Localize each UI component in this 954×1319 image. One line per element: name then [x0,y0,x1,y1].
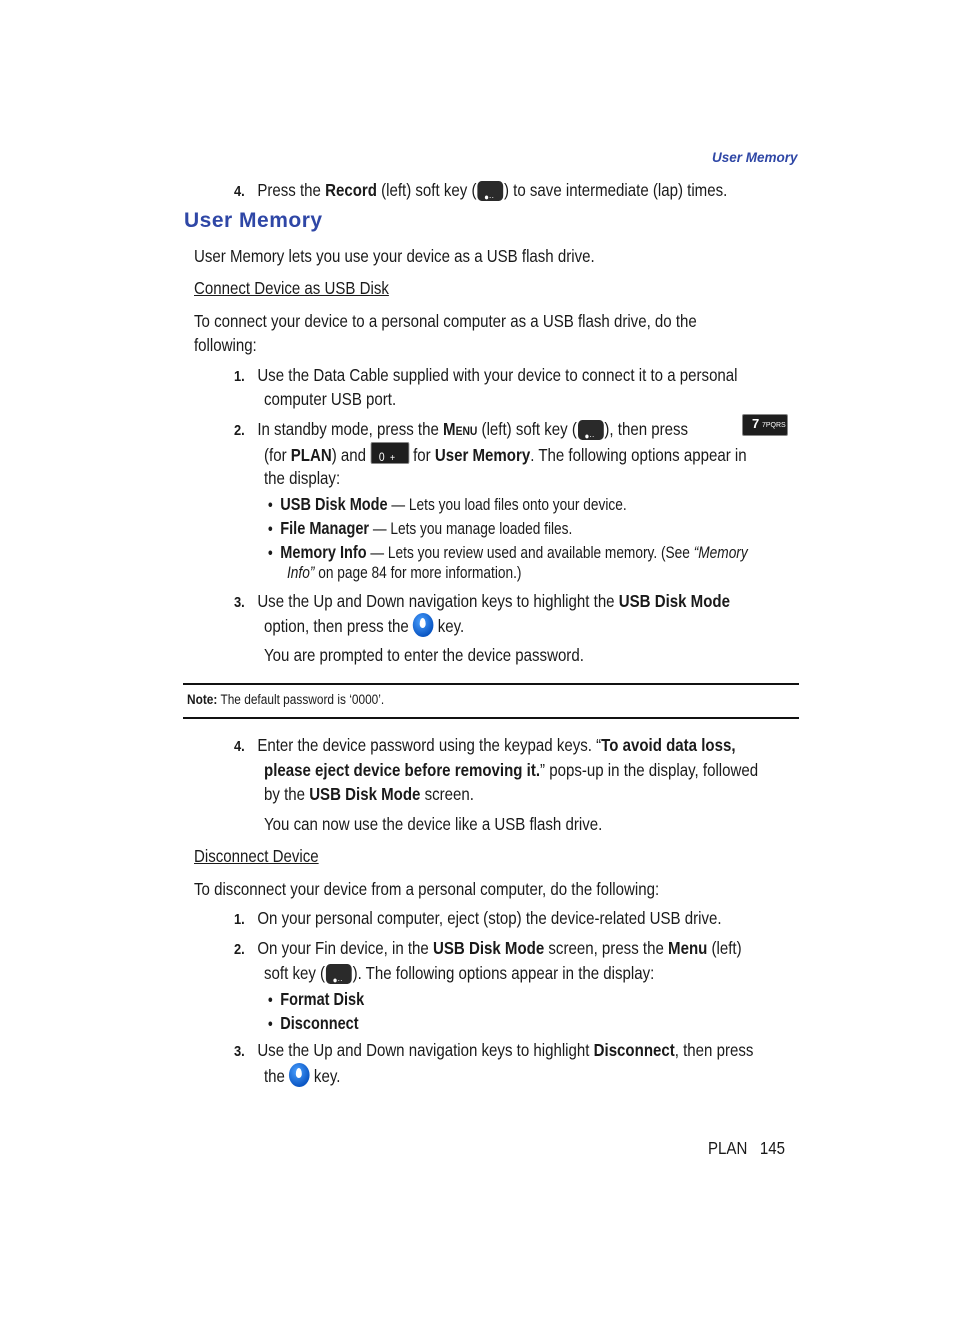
text: key. [309,1066,341,1086]
usb-disk-mode-label: USB Disk Mode [309,784,421,804]
step-number: 2. [234,941,245,958]
warning-text: please eject device before removing it. [264,760,541,780]
note-top-rule [183,683,799,685]
text: Press the [257,180,326,200]
connect-step-3-line2 [264,613,464,638]
subheading-disconnect: Disconnect Device [194,846,319,866]
text: for [408,445,435,465]
connect-step-4-line4: You can now use the device like a USB flash drive. [264,814,603,834]
text: (left) soft key ( [376,180,477,200]
bullet-icon: • [268,497,273,514]
text: key. [433,616,465,636]
text: . The following options appear in [530,445,747,465]
section-title: User Memory [184,209,323,232]
disconnect-intro: To disconnect your device from a personal computer, do the following: [194,879,660,899]
text: On your Fin device, in the [257,938,433,958]
text: ” pops-up in the display, followed [540,760,759,780]
note-text: The default password is ‘0000’. [217,692,385,707]
connect-step-3-line1 [234,589,730,615]
user-memory-label: User Memory [434,445,531,465]
key-7-pqrs-icon: 7 7PQRS [742,414,788,436]
disconnect-step-2-line1 [234,936,742,962]
option-memory-info-line2 [287,563,521,584]
option-desc: — Lets you manage loaded files. [369,520,573,538]
menu-label: Menu [443,419,478,439]
plan-label: PLAN [290,445,332,465]
text: Use the Up and Down navigation keys to highlight [257,1040,594,1060]
connect-step-4-line2 [264,758,758,782]
disconnect-step-2-line2 [264,961,654,985]
cross-reference: “Memory [693,544,748,562]
text: by the [264,784,310,804]
option-disconnect [268,1013,359,1035]
text: (left) [707,938,742,958]
step-number: 1. [234,911,245,928]
text: , then press [674,1040,754,1060]
text: ), then press [604,419,689,439]
usb-disk-mode-label: USB Disk Mode [618,591,730,611]
connect-step-4-line1 [234,733,736,759]
option-usb-disk-mode [268,494,627,516]
left-soft-key-icon [326,964,352,984]
bullet-icon: • [268,992,273,1009]
text: screen. [420,784,474,804]
text: In standby mode, press the [257,419,444,439]
left-soft-key-icon [578,420,604,440]
footer-label: PLAN [708,1138,748,1158]
connect-step-1-line1 [234,363,738,389]
connect-step-2-line3: the display: [264,468,341,488]
option-desc: — Lets you review used and available memory. (See [366,544,694,562]
warning-text: To avoid data loss, [601,735,736,755]
text: screen, press the [544,938,669,958]
text: ) and [331,445,371,465]
connect-intro-line1: To connect your device to a personal computer as a USB flash drive, do the [194,311,697,331]
step-number: 3. [234,594,245,611]
step-number: 3. [234,1043,245,1060]
text: (for [264,445,291,465]
text: Use the Up and Down navigation keys to highlight the [257,591,619,611]
note-bottom-rule [183,717,799,719]
option-file-manager [268,518,572,540]
running-header: User Memory [712,150,798,165]
note-label: Note: [187,692,218,707]
text: ). The following options appear in the display: [352,963,655,983]
connect-intro-line2: following: [194,335,257,355]
text: Use the Data Cable supplied with your device to connect it to a personal [257,365,738,385]
disconnect-step-3-line2 [264,1063,340,1088]
page-number: 145 [759,1138,785,1158]
bullet-icon: • [268,1016,273,1033]
option-name: File Manager [280,518,370,538]
option-name: USB Disk Mode [280,494,388,514]
connect-step-2-line1 [234,417,688,443]
disconnect-step-3-line1 [234,1038,753,1064]
option-memory-info [268,542,748,564]
step-number: 4. [234,183,245,200]
connect-step-3-line3: You are prompted to enter the device password. [264,645,584,665]
text: the [264,1066,290,1086]
option-name: Memory Info [280,542,367,562]
ok-key-icon [289,1063,310,1087]
usb-disk-mode-label: USB Disk Mode [432,938,545,958]
text: on page 84 for more information.) [314,564,522,582]
text: On your personal computer, eject (stop) the device-related USB drive. [257,908,722,928]
option-name: Format Disk [280,989,365,1009]
step-4-top [234,178,727,204]
key-0-icon: 0 + [370,442,409,464]
text: ) to save intermediate (lap) times. [503,180,728,200]
subheading-connect: Connect Device as USB Disk [194,278,389,298]
connect-step-2-line2 [264,442,747,467]
key-7-label: 7PQRS [762,422,786,429]
ok-key-icon [413,613,434,637]
note [187,691,384,709]
disconnect-label: Disconnect [593,1040,675,1060]
option-name: Disconnect [280,1013,359,1033]
connect-step-1-line2: computer USB port. [264,389,397,409]
text: soft key ( [264,963,326,983]
connect-step-4-line3 [264,782,474,806]
left-soft-key-icon [477,181,503,201]
text: Enter the device password using the keypad keys. “ [257,735,602,755]
step-number: 4. [234,738,245,755]
step-number: 1. [234,368,245,385]
bullet-icon: • [268,521,273,538]
option-format-disk [268,989,364,1011]
page-footer [708,1136,785,1160]
text: (left) soft key ( [477,419,577,439]
disconnect-step-1 [234,906,722,932]
text: option, then press the [264,616,413,636]
bullet-icon: • [268,545,273,562]
menu-label: Menu [668,938,708,958]
record-label: Record [325,180,377,200]
cross-reference: Info” [287,564,315,582]
option-desc: — Lets you load files onto your device. [387,496,627,514]
intro-text: User Memory lets you use your device as a USB flash drive. [194,246,595,266]
step-number: 2. [234,422,245,439]
